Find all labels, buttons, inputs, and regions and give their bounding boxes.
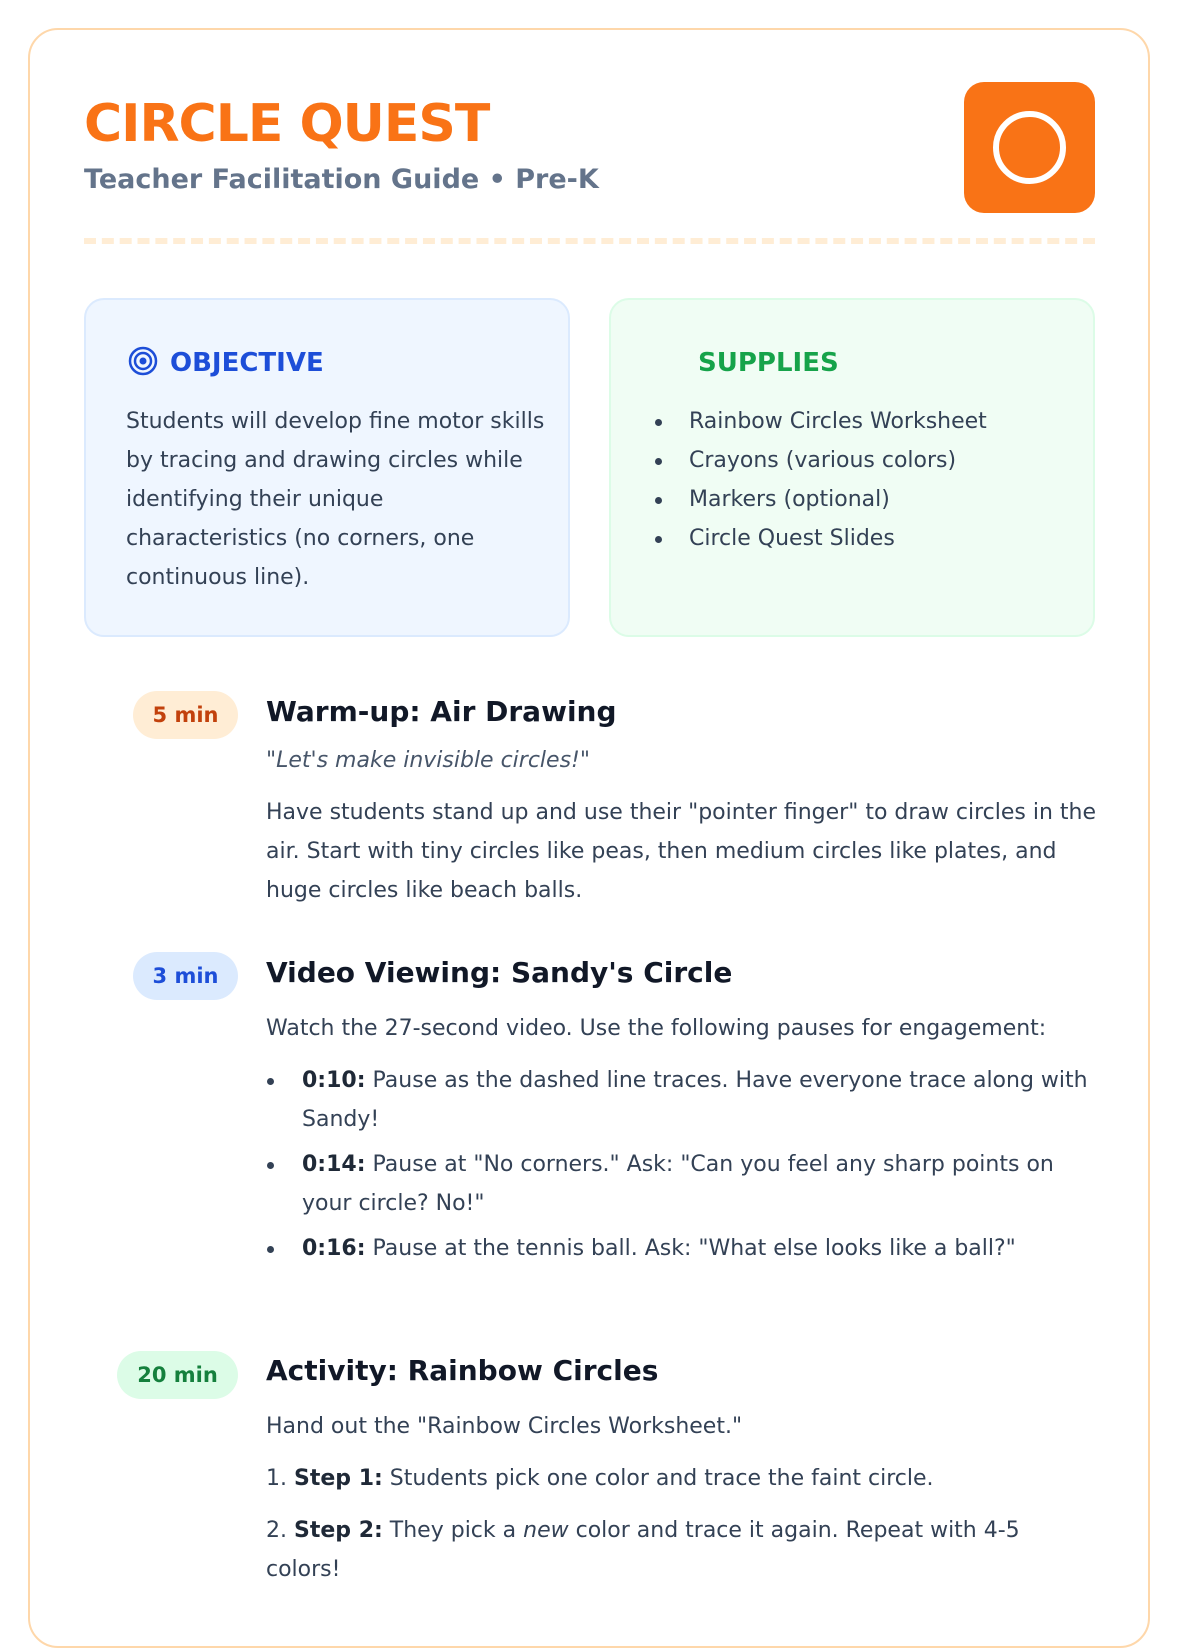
page-title: CIRCLE QUEST xyxy=(84,94,490,154)
list-item xyxy=(266,1229,1096,1268)
objective-panel xyxy=(84,298,570,637)
pause-time: 0:14: xyxy=(302,1152,366,1177)
activity-steps xyxy=(266,1459,1096,1589)
pause-list xyxy=(266,1061,1096,1268)
step-emphasis: new xyxy=(523,1518,569,1543)
step-body xyxy=(266,741,1096,923)
step-text: Watch the 27-second video. Use the following pauses for engagement: xyxy=(266,1016,1047,1041)
step-label: Step 2: xyxy=(294,1518,383,1543)
step-body xyxy=(266,1009,1096,1274)
step-title: Activity: Rainbow Circles xyxy=(266,1354,659,1387)
supplies-heading: SUPPLIES xyxy=(698,348,839,378)
logo xyxy=(964,82,1095,213)
list-item xyxy=(266,1459,1096,1498)
step-text: Hand out the "Rainbow Circles Worksheet." xyxy=(266,1414,743,1439)
step-text: Have students stand up and use their "pointer finger" to draw circles in the air. Start with tiny circles like peas, then medium circles like plates, and huge circles like beach balls. xyxy=(266,800,1097,903)
list-item xyxy=(266,1145,1096,1223)
page-subtitle: Teacher Facilitation Guide • Pre-K xyxy=(84,164,599,195)
pause-time: 0:10: xyxy=(302,1068,366,1093)
list-item: Markers (optional) xyxy=(651,480,987,519)
objective-text: Students will develop fine motor skills by tracing and drawing circles while identifying their unique characteristics (no corners, one continuous line). xyxy=(126,409,545,590)
step-label: Step 1: xyxy=(294,1466,383,1491)
step-title: Video Viewing: Sandy's Circle xyxy=(266,956,733,989)
step-quote: "Let's make invisible circles!" xyxy=(266,748,590,773)
step-instruction: Students pick one color and trace the faint circle. xyxy=(389,1466,934,1491)
pause-text: Pause as the dashed line traces. Have everyone trace along with Sandy! xyxy=(302,1068,1088,1132)
target-icon xyxy=(128,346,158,376)
header-divider xyxy=(84,238,1095,244)
step-number: 1. xyxy=(266,1466,287,1491)
duration-badge: 3 min xyxy=(133,952,238,1000)
list-item: Rainbow Circles Worksheet xyxy=(651,402,987,441)
duration-badge: 20 min xyxy=(117,1351,238,1399)
objective-heading-label: OBJECTIVE xyxy=(170,348,324,378)
pause-time: 0:16: xyxy=(302,1236,366,1261)
pause-text: Pause at the tennis ball. Ask: "What else looks like a ball?" xyxy=(372,1236,1016,1261)
step-instruction: They pick a xyxy=(389,1518,517,1543)
list-item xyxy=(266,1061,1096,1139)
circle-icon xyxy=(993,111,1066,184)
list-item: Crayons (various colors) xyxy=(651,441,987,480)
step-body xyxy=(266,1407,1096,1602)
supplies-panel xyxy=(609,298,1095,637)
step-title: Warm-up: Air Drawing xyxy=(266,695,617,728)
objective-heading xyxy=(128,346,324,380)
supplies-list xyxy=(651,402,987,558)
step-number: 2. xyxy=(266,1518,287,1543)
pause-text: Pause at "No corners." Ask: "Can you feel any sharp points on your circle? No!" xyxy=(302,1152,1054,1216)
duration-badge: 5 min xyxy=(133,691,238,739)
step-instruction-end: color and trace it again. Repeat with 4-5 colors! xyxy=(266,1518,1020,1582)
list-item xyxy=(266,1511,1096,1589)
list-item: Circle Quest Slides xyxy=(651,519,987,558)
